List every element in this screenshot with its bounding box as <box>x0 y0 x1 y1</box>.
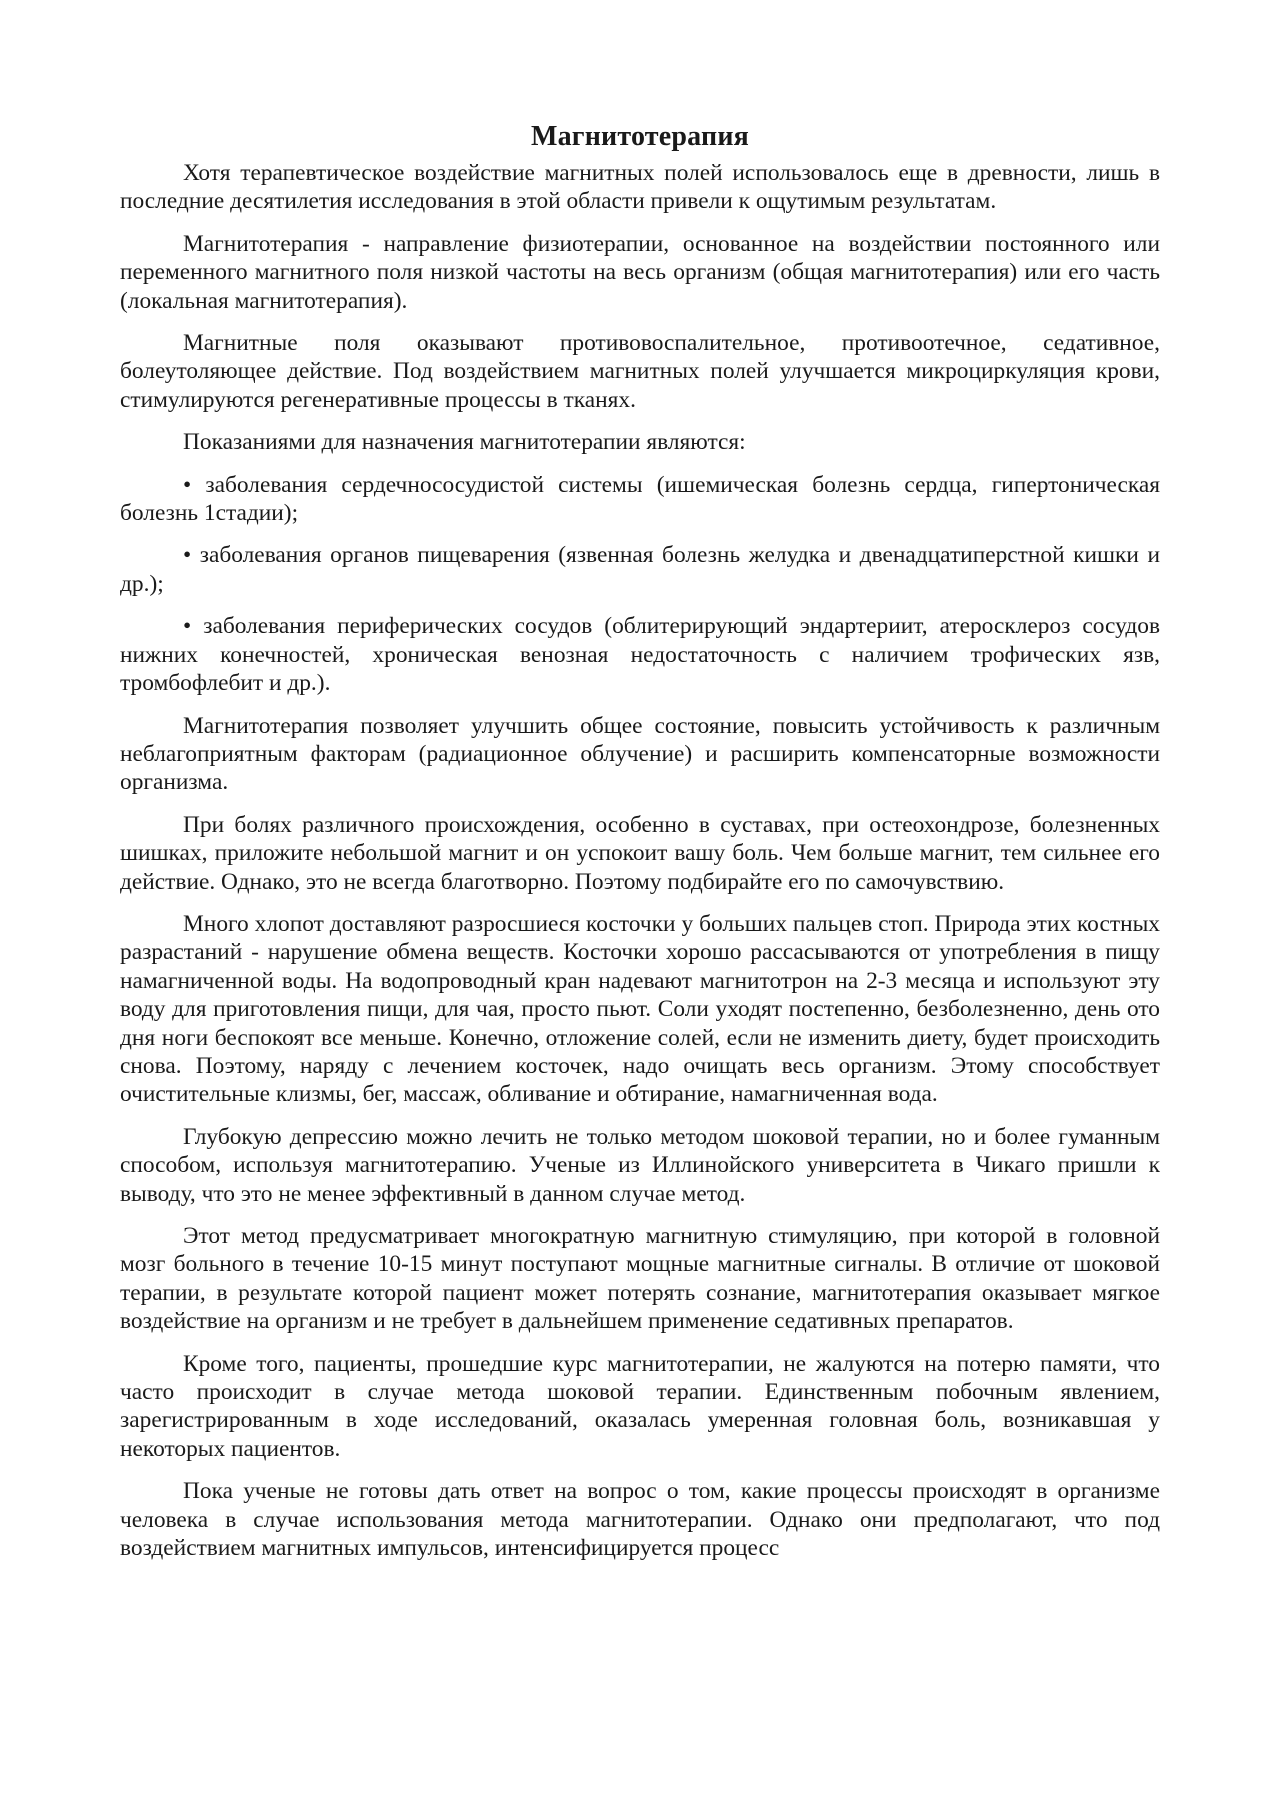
paragraph-pain-relief: При болях различного происхождения, особенно в суставах, при остеохондрозе, болезненных шишках, приложите небольшой магнит и он успокоит вашу боль. Чем больше магнит, тем сильнее его действие. Однако, это не всегда благотворно. Поэтому подбирайте его по самочувствию. <box>120 811 1160 895</box>
document-title: Магнитотерапия <box>530 121 750 152</box>
paragraph-side-effects: Кроме того, пациенты, прошедшие курс магнитотерапии, не жалуются на потерю памяти, что часто происходит в случае метода шоковой терапии. Единственным побочным явлением, зарегистрированным в ходе исследований, оказалась умеренная головная боль, возникавшая у некоторых пациентов. <box>120 1350 1160 1462</box>
paragraph-bunions: Много хлопот доставляют разросшиеся косточки у больших пальцев стоп. Природа этих костных разрастаний - нарушение обмена веществ. Косточки хорошо рассасываются от употребления в пищу намагниченной воды. На водопроводный кран надевают магнитотрон на 2-3 месяца и используют эту воду для приготовления пищи, для чая, просто пьют. Соли уходят постепенно, безболезненно, день ото дня ноги беспокоят все меньше. Конечно, отложение солей, если не изменить диету, будет происходить снова. Поэтому, наряду с лечением косточек, надо очищать весь организм. Этому способствует очистительные клизмы, бег, массаж, обливание и обтирание, намагниченная вода. <box>120 910 1160 1108</box>
paragraph-depression: Глубокую депрессию можно лечить не только методом шоковой терапии, но и более гуманным способом, используя магнитотерапию. Ученые из Иллинойского университета в Чикаго пришли к выводу, что это не менее эффективный в данном случае метод. <box>120 1123 1160 1207</box>
bullet-item-digestive: • заболевания органов пищеварения (язвенная болезнь желудка и двенадцатиперстной кишки и др.); <box>120 542 1160 597</box>
paragraph-general-benefits: Магнитотерапия позволяет улучшить общее состояние, повысить устойчивость к различным неблагоприятным факторам (радиационное облучение) и расширить компенсаторные возможности организма. <box>120 712 1160 796</box>
bullet-item-peripheral-vessels: • заболевания периферических сосудов (облитерирующий эндартериит, атеросклероз сосудов нижних конечностей, хроническая венозная недостаточность с наличием трофических язв, тромбофлебит и др.). <box>120 613 1160 697</box>
paragraph-method: Этот метод предусматривает многократную магнитную стимуляцию, при которой в головной мозг больного в течение 10-15 минут поступают мощные магнитные сигналы. В отличие от шоковой терапии, в результате которой пациент может потерять сознание, магнитотерапия оказывает мягкое воздействие на организм и не требует в дальнейшем применение седативных препаратов. <box>120 1223 1160 1335</box>
bullet-item-cardiovascular: • заболевания сердечнососудистой системы (ишемическая болезнь сердца, гипертоническая болезнь 1стадии); <box>120 471 1160 527</box>
document-page <box>120 120 1160 1576</box>
paragraph-research: Пока ученые не готовы дать ответ на вопрос о том, какие процессы происходят в организме человека в случае использования метода магнитотерапии. Однако они предполагают, что под воздействием магнитных импульсов, интенсифицируется процесс <box>120 1478 1160 1562</box>
paragraph-effects: Магнитные поля оказывают противовоспалительное, противоотечное, седативное, болеутоляющее действие. Под воздействием магнитных полей улучшается микроциркуляция крови, стимулируются регенеративные процессы в тканях. <box>120 330 1160 413</box>
paragraph-intro: Хотя терапевтическое воздействие магнитных полей использовалось еще в древности, лишь в последние десятилетия исследования в этой области привели к ощутимым результатам. <box>120 160 1160 215</box>
paragraph-indications-heading: Показаниями для назначения магнитотерапии являются: <box>183 429 746 456</box>
paragraph-definition: Магнитотерапия - направление физиотерапии, основанное на воздействии постоянного или переменного магнитного поля низкой частоты на весь организм (общая магнитотерапия) или его часть (локальная магнитотерапия). <box>120 230 1160 314</box>
